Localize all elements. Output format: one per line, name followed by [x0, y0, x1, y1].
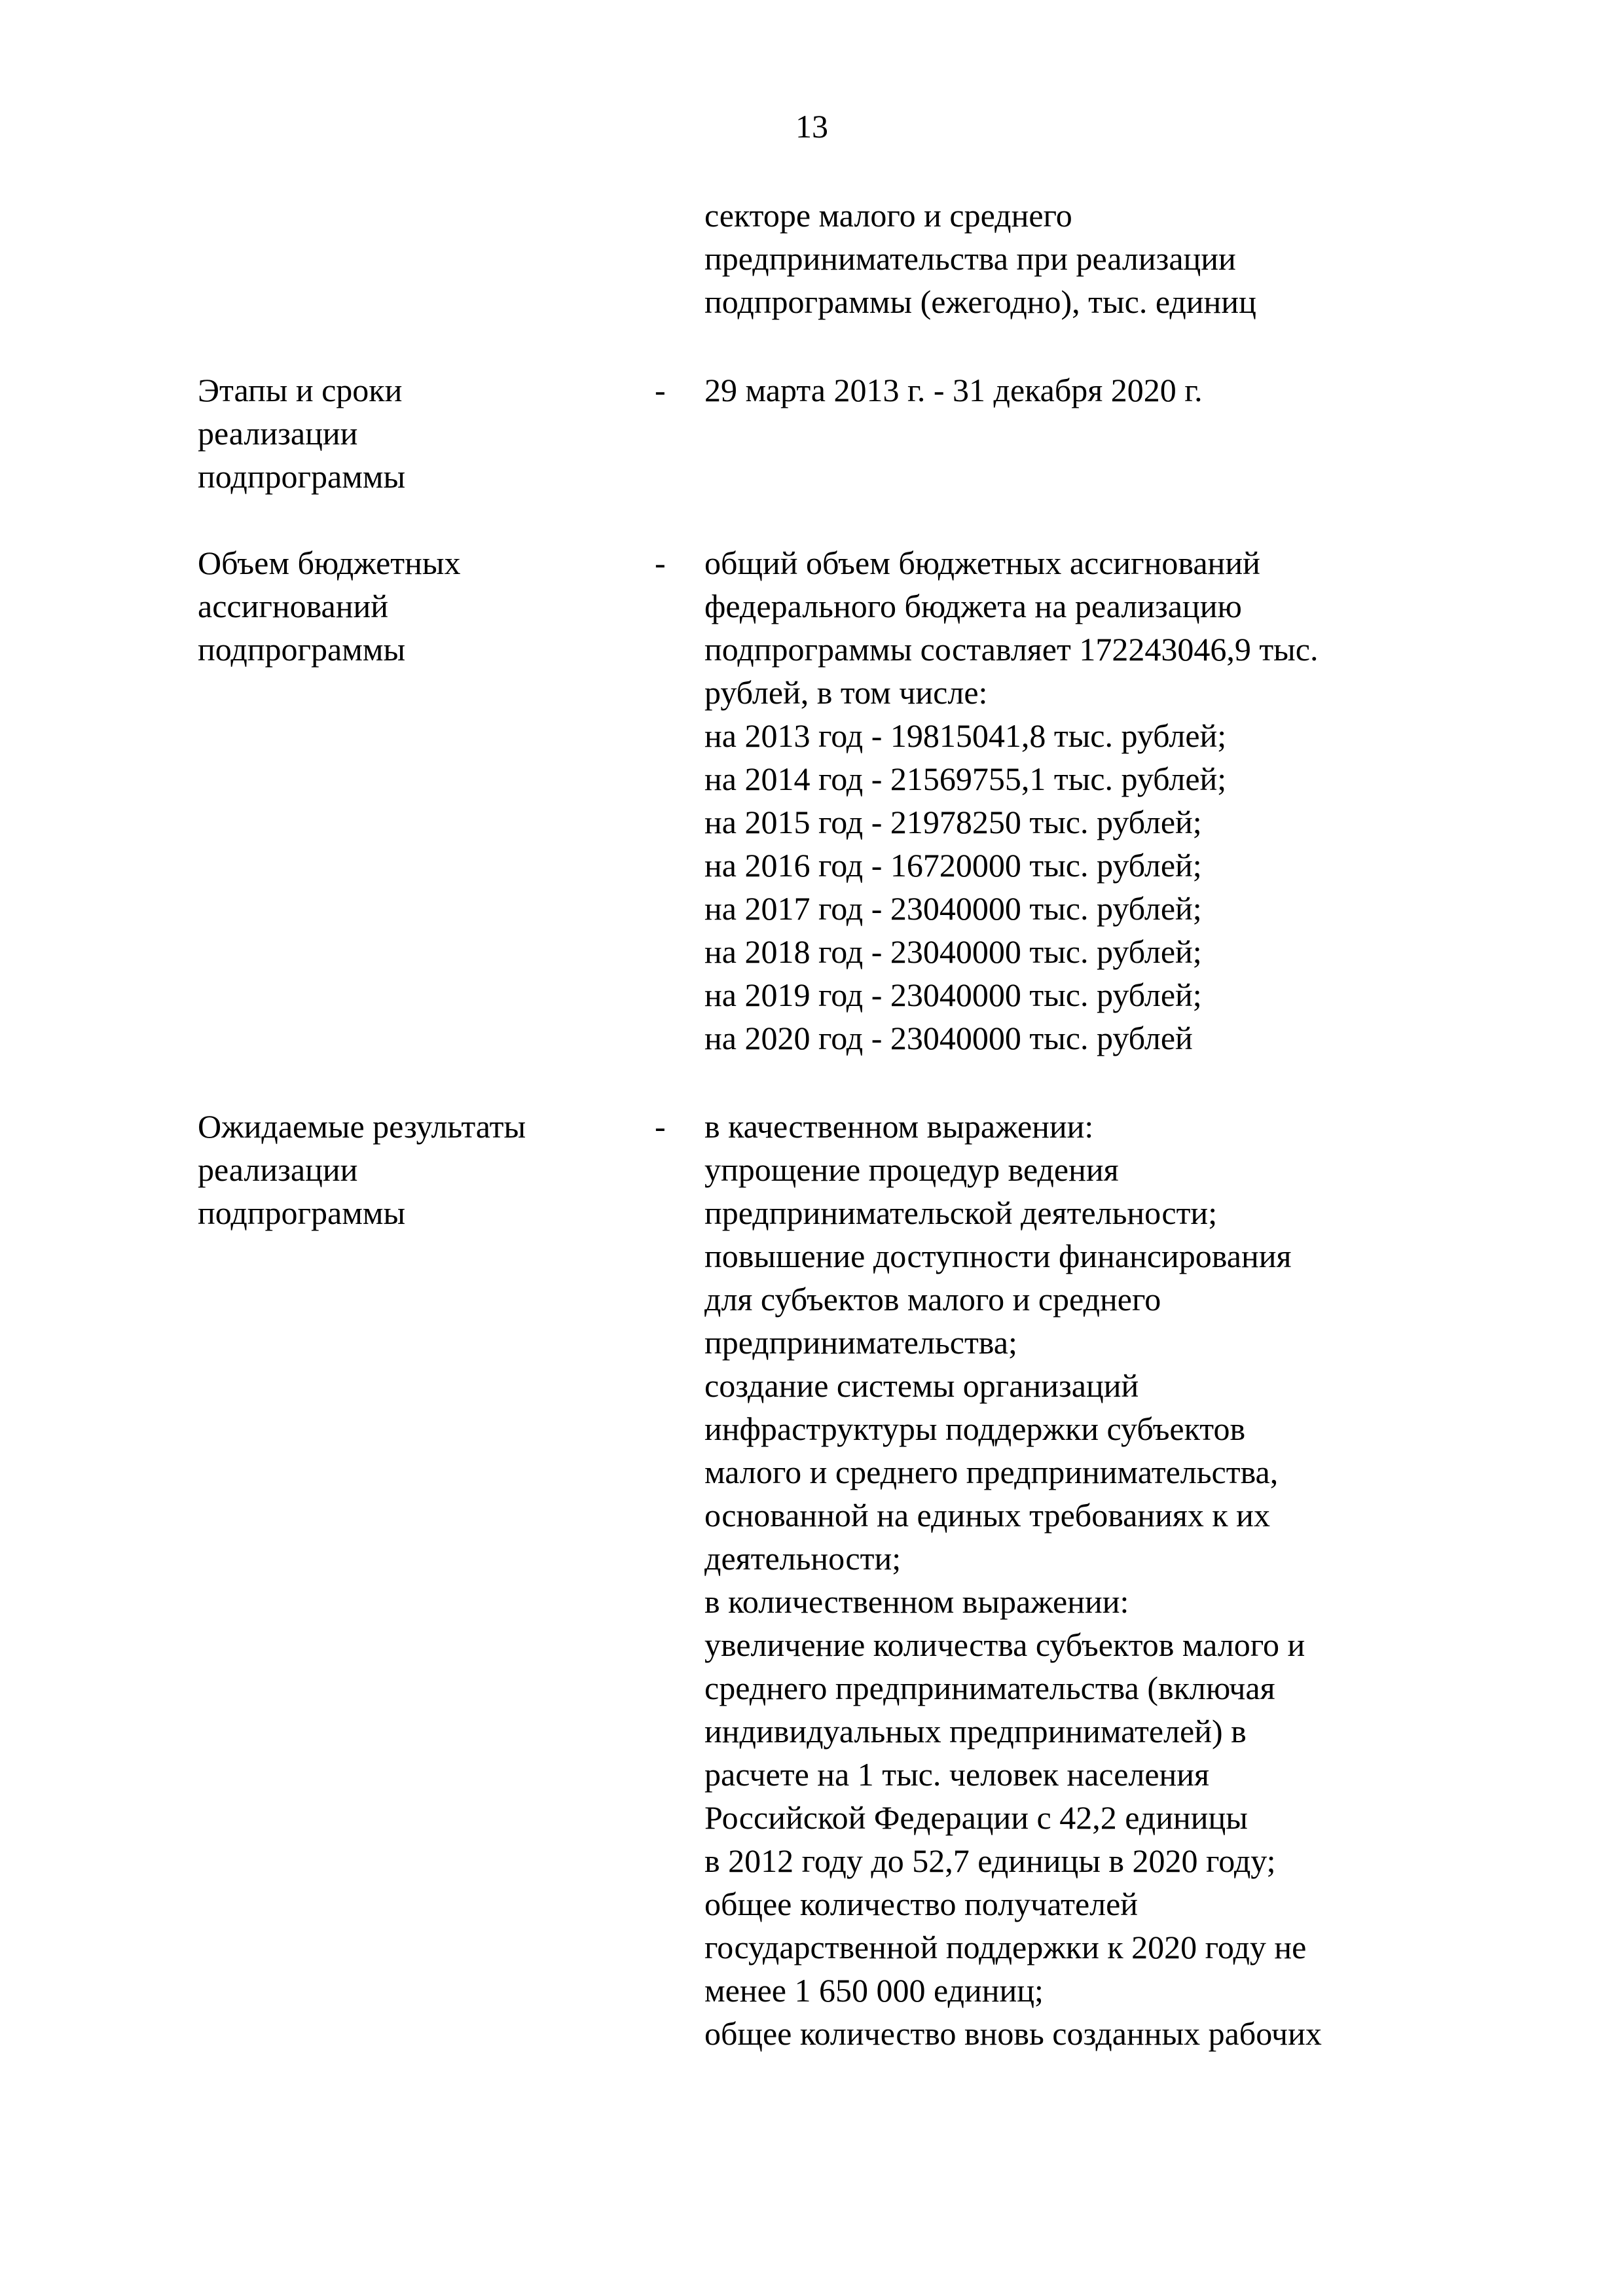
section-value-line: создание системы организаций	[704, 1367, 1139, 1404]
section-value-line: малого и среднего предпринимательства,	[704, 1454, 1279, 1490]
section-value-line: в 2012 году до 52,7 единицы в 2020 году;	[704, 1842, 1276, 1879]
section-value-line: на 2018 год - 23040000 тыс. рублей;	[704, 933, 1202, 970]
page-number: 13	[795, 108, 828, 145]
section-value-line: деятельности;	[704, 1540, 902, 1577]
section-label-line: Объем бюджетных	[198, 545, 461, 581]
section-value-line: на 2016 год - 16720000 тыс. рублей;	[704, 847, 1202, 884]
section-value-line: на 2020 год - 23040000 тыс. рублей	[704, 1020, 1193, 1056]
section-value-line: повышение доступности финансирования	[704, 1238, 1292, 1274]
section-dash: -	[655, 1108, 666, 1145]
continuation-line: предпринимательства при реализации	[704, 240, 1236, 277]
section-value-line: Российской Федерации с 42,2 единицы	[704, 1799, 1248, 1836]
section-value-line: упрощение процедур ведения	[704, 1151, 1119, 1188]
section-value-line: на 2019 год - 23040000 тыс. рублей;	[704, 977, 1202, 1013]
section-value-line: увеличение количества субъектов малого и	[704, 1626, 1305, 1663]
section-value-line: индивидуальных предпринимателей) в	[704, 1713, 1247, 1749]
section-value-line: подпрограммы составляет 172243046,9 тыс.	[704, 631, 1319, 668]
section-value-line: на 2017 год - 23040000 тыс. рублей;	[704, 890, 1202, 927]
section-dash: -	[655, 372, 666, 408]
section-value-line: 29 марта 2013 г. - 31 декабря 2020 г.	[704, 372, 1203, 408]
section-value-line: основанной на единых требованиях к их	[704, 1497, 1270, 1534]
section-value-line: государственной поддержки к 2020 году не	[704, 1929, 1307, 1965]
section-label-line: реализации	[198, 1151, 358, 1188]
section-value-line: на 2015 год - 21978250 тыс. рублей;	[704, 804, 1202, 840]
continuation-line: секторе малого и среднего	[704, 197, 1072, 234]
section-value-line: на 2013 год - 19815041,8 тыс. рублей;	[704, 717, 1227, 754]
continuation-line: подпрограммы (ежегодно), тыс. единиц	[704, 283, 1256, 320]
section-value-line: общий объем бюджетных ассигнований	[704, 545, 1260, 581]
section-label-line: Ожидаемые результаты	[198, 1108, 526, 1145]
section-value-line: на 2014 год - 21569755,1 тыс. рублей;	[704, 761, 1227, 797]
section-dash: -	[655, 545, 666, 581]
section-label-line: Этапы и сроки	[198, 372, 403, 408]
section-value-line: в качественном выражении:	[704, 1108, 1094, 1145]
section-value-line: расчете на 1 тыс. человек населения	[704, 1756, 1210, 1793]
section-value-line: предпринимательской деятельности;	[704, 1194, 1218, 1231]
section-value-line: для субъектов малого и среднего	[704, 1281, 1161, 1318]
section-label-line: подпрограммы	[198, 458, 406, 495]
section-label-line: ассигнований	[198, 588, 389, 624]
section-label-line: реализации	[198, 415, 358, 452]
section-value-line: федерального бюджета на реализацию	[704, 588, 1242, 624]
section-label-line: подпрограммы	[198, 1194, 406, 1231]
section-label-line: подпрограммы	[198, 631, 406, 668]
section-value-line: общее количество получателей	[704, 1886, 1139, 1922]
section-value-line: менее 1 650 000 единиц;	[704, 1972, 1044, 2009]
section-value-line: в количественном выражении:	[704, 1583, 1129, 1620]
section-value-line: предпринимательства;	[704, 1324, 1017, 1361]
section-value-line: среднего предпринимательства (включая	[704, 1670, 1275, 1706]
section-value-line: рублей, в том числе:	[704, 674, 988, 711]
section-value-line: общее количество вновь созданных рабочих	[704, 2015, 1322, 2052]
section-value-line: инфраструктуры поддержки субъектов	[704, 1410, 1246, 1447]
